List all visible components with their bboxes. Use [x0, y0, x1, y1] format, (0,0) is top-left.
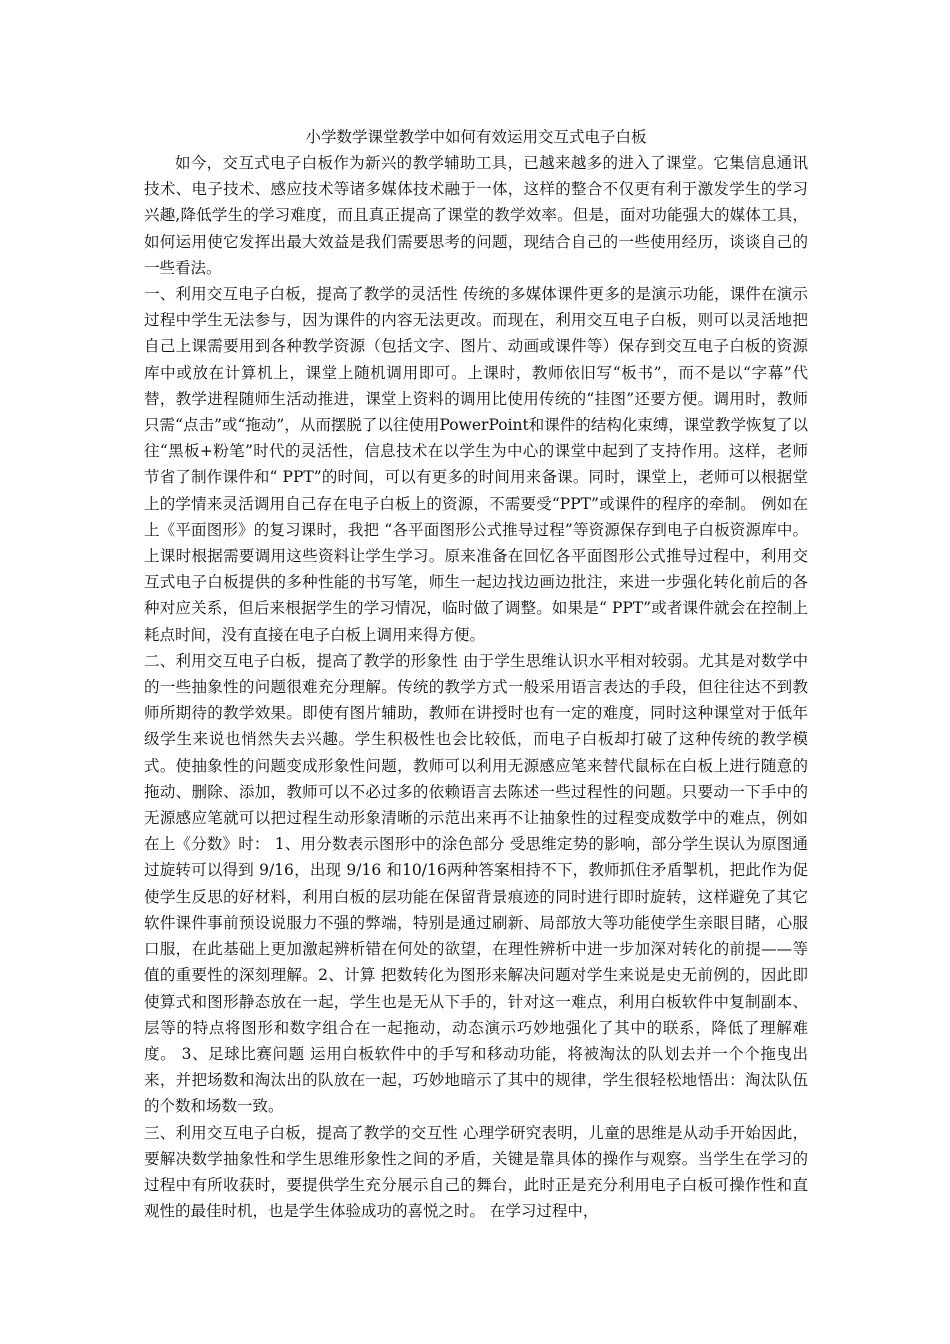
- document-page: [144, 124, 808, 1224]
- section-three-paragraph: 三、利用交互电子白板，提高了教学的交互性 心理学研究表明，儿童的思维是从动手开始因此，要解决数学抽象性和学生思维形象性之间的矛盾，关键是靠具体的操作与观察。当学生在学习的过程中有所收获时，要提供学生充分展示自己的舞台，此时正是充分利用电子白板可操作性和直观性的最佳时机，也是学生体验成功的喜悦之时。 在学习过程中，: [144, 1123, 808, 1221]
- document-title: 小学数学课堂教学中如何有效运用交互式电子白板: [305, 128, 647, 146]
- intro-paragraph: 如今，交互式电子白板作为新兴的教学辅助工具，已越来越多的进入了课堂。它集信息通讯技术、电子技术、感应技术等诸多媒体技术融于一体，这样的整合不仅更有利于激发学生的学习兴趣,降低学生的学习难度，而且真正提高了课堂的教学效率。但是，面对功能强大的媒体工具，如何运用使它发挥出最大效益是我们需要思考的问题，现结合自己的一些使用经历，谈谈自己的一些看法。: [144, 154, 808, 277]
- section-two-paragraph: 二、利用交互电子白板，提高了教学的形象性 由于学生思维认识水平相对较弱。尤其是对数学中的一些抽象性的问题很难充分理解。传统的教学方式一般采用语言表达的手段，但往往达不到教师所期待的教学效果。即使有图片辅助，教师在讲授时也有一定的难度，同时这种课堂对于低年级学生来说也悄然失去兴趣。学生积极性也会比较低，而电子白板却打破了这种传统的教学模式。使抽象性的问题变成形象性问题，教师可以利用无源感应笔来替代鼠标在白板上进行随意的拖动、删除、添加，教师可以不必过多的依赖语言去陈述一些过程性的问题。只要动一下手中的无源感应笔就可以把过程生动形象清晰的示范出来再不让抽象性的过程变成数学中的难点，例如在上《分数》时： 1、用分数表示图形中的涂色部分 受思维定势的影响，部分学生误认为原图通过旋转可以得到 9/16，出现 9/16 和10/16两种答案相持不下，教师抓住矛盾掣机，把此作为促使学生反思的好材料，利用白板的层功能在保留背景痕迹的同时进行即时旋转，这样避免了其它软件课件事前预设说服力不强的弊端，特别是通过刷新、局部放大等功能使学生亲眼目睹，心服口服，在此基础上更加激起辨析错在何处的欲望，在理性辨析中进一步加深对转化的前提——等值的重要性的深刻理解。2、计算 把数转化为图形来解决问题对学生来说是史无前例的，因此即使算式和图形静态放在一起，学生也是无从下手的，针对这一难点，利用白板软件中复制副本、层等的特点将图形和数字组合在一起拖动，动态演示巧妙地强化了其中的联系，降低了理解难度。 3、足球比赛问题 运用白板软件中的手写和移动功能，将被淘汰的队划去并一个个拖曳出来，并把场数和淘汰出的队放在一起，巧妙地暗示了其中的规律，学生很轻松地悟出：淘汰队伍的个数和场数一致。: [144, 651, 808, 1116]
- section-one-paragraph: 一、利用交互电子白板，提高了教学的灵活性 传统的多媒体课件更多的是演示功能，课件在演示过程中学生无法参与，因为课件的内容无法更改。而现在，利用交互电子白板，则可以灵活地把自己上课需要用到各种教学资源（包括文字、图片、动画或课件等）保存到交互电子白板的资源库中或放在计算机上，课堂上随机调用即可。上课时，教师依旧写“板书”，而不是以“字幕”代替，教学进程随师生活动推进，课堂上资料的调用比使用传统的“挂图”还要方便。调用时，教师只需“点击”或“拖动”，从而摆脱了以往使用PowerPoint和课件的结构化束缚，课堂教学恢复了以往“黑板+粉笔”时代的灵活性，信息技术在以学生为中心的课堂中起到了支持作用。这样，老师节省了制作课件和“ PPT”的时间，可以有更多的时间用来备课。同时，课堂上，老师可以根据堂上的学情来灵活调用自己存在电子白板上的资源，不需要受“PPT”或课件的程序的牵制。 例如在上《平面图形》的复习课时，我把 “各平面图形公式推导过程”等资源保存到电子白板资源库中。上课时根据需要调用这些资料让学生学习。原来准备在回忆各平面图形公式推导过程中，利用交互式电子白板提供的多种性能的书写笔，师生一起边找边画边批注，来进一步强化转化前后的各种对应关系，但后来根据学生的学习情况，临时做了调整。如果是“ PPT”或者课件就会在控制上耗点时间，没有直接在电子白板上调用来得方便。: [144, 285, 808, 644]
